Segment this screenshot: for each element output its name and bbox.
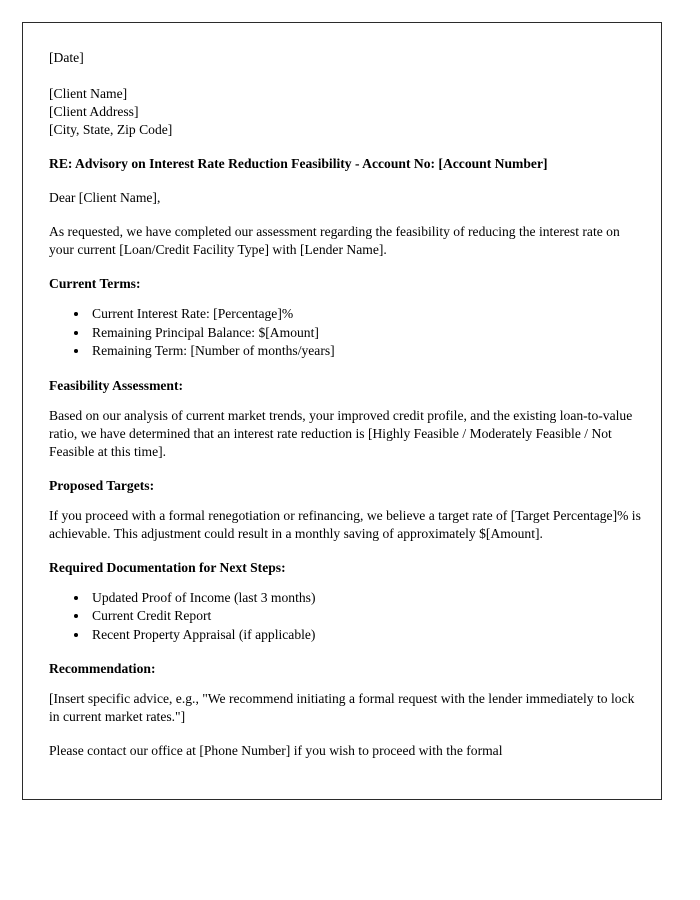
recipient-address: [Client Address] <box>49 104 139 119</box>
recipient-name: [Client Name] <box>49 86 128 101</box>
spacer <box>49 495 648 507</box>
intro-paragraph: As requested, we have completed our assessment regarding the feasibility of reducing the interest rate on your current [Loan/Credit Facility Type] with [Lender Name]. <box>49 224 620 257</box>
recipient-city-state-zip: [City, State, Zip Code] <box>49 122 173 137</box>
spacer <box>49 207 648 223</box>
spacer <box>49 577 648 589</box>
list-item: • Recent Property Appraisal (if applicable) <box>89 626 648 645</box>
spacer <box>49 543 648 559</box>
section-heading-feasibility-assessment: Feasibility Assessment: <box>49 377 184 393</box>
spacer <box>49 395 648 407</box>
spacer <box>49 293 648 305</box>
list-item: • Updated Proof of Income (last 3 months) <box>89 589 648 608</box>
document-page <box>22 22 662 800</box>
spacer <box>49 678 648 690</box>
spacer <box>49 173 648 189</box>
salutation: Dear [Client Name], <box>49 190 161 205</box>
recommendation-paragraph: [Insert specific advice, e.g., "We recommend initiating a formal request with the lender immediately to lock in current market rates."] <box>49 691 635 724</box>
subject-line: RE: Advisory on Interest Rate Reduction Feasibility - Account No: [Account Number] <box>49 156 548 171</box>
required-documentation-list <box>49 589 648 645</box>
section-heading-proposed-targets: Proposed Targets: <box>49 477 155 493</box>
spacer <box>49 139 648 155</box>
closing-paragraph-clipped: Please contact our office at [Phone Number] if you wish to proceed with the formal <box>49 743 503 758</box>
spacer <box>49 361 648 377</box>
list-item: • Remaining Principal Balance: $[Amount] <box>89 324 648 343</box>
feasibility-assessment-paragraph: Based on our analysis of current market trends, your improved credit profile, and the existing loan-to-value ratio, we have determined that an interest rate reduction is [Highly Feasible / Moderately Feasible / Not Feasible at this time]. <box>49 407 633 459</box>
list-item: • Remaining Term: [Number of months/years] <box>89 342 648 361</box>
section-heading-required-documentation: Required Documentation for Next Steps: <box>49 559 286 575</box>
spacer <box>49 726 648 742</box>
list-item: • Current Interest Rate: [Percentage]% <box>89 305 648 324</box>
list-item: • Current Credit Report <box>89 607 648 626</box>
document-content <box>23 23 662 760</box>
spacer <box>49 259 648 275</box>
section-heading-recommendation: Recommendation: <box>49 661 156 676</box>
spacer <box>49 461 648 477</box>
current-terms-list <box>49 305 648 361</box>
section-heading-current-terms: Current Terms: <box>49 276 141 291</box>
spacer <box>49 67 648 85</box>
proposed-targets-paragraph: If you proceed with a formal renegotiation or refinancing, we believe a target rate of [Target Percentage]% is achievable. This adjustment could result in a monthly saving of approximately $[Amount]. <box>49 507 641 541</box>
date-placeholder: [Date] <box>49 50 84 65</box>
spacer <box>49 644 648 660</box>
